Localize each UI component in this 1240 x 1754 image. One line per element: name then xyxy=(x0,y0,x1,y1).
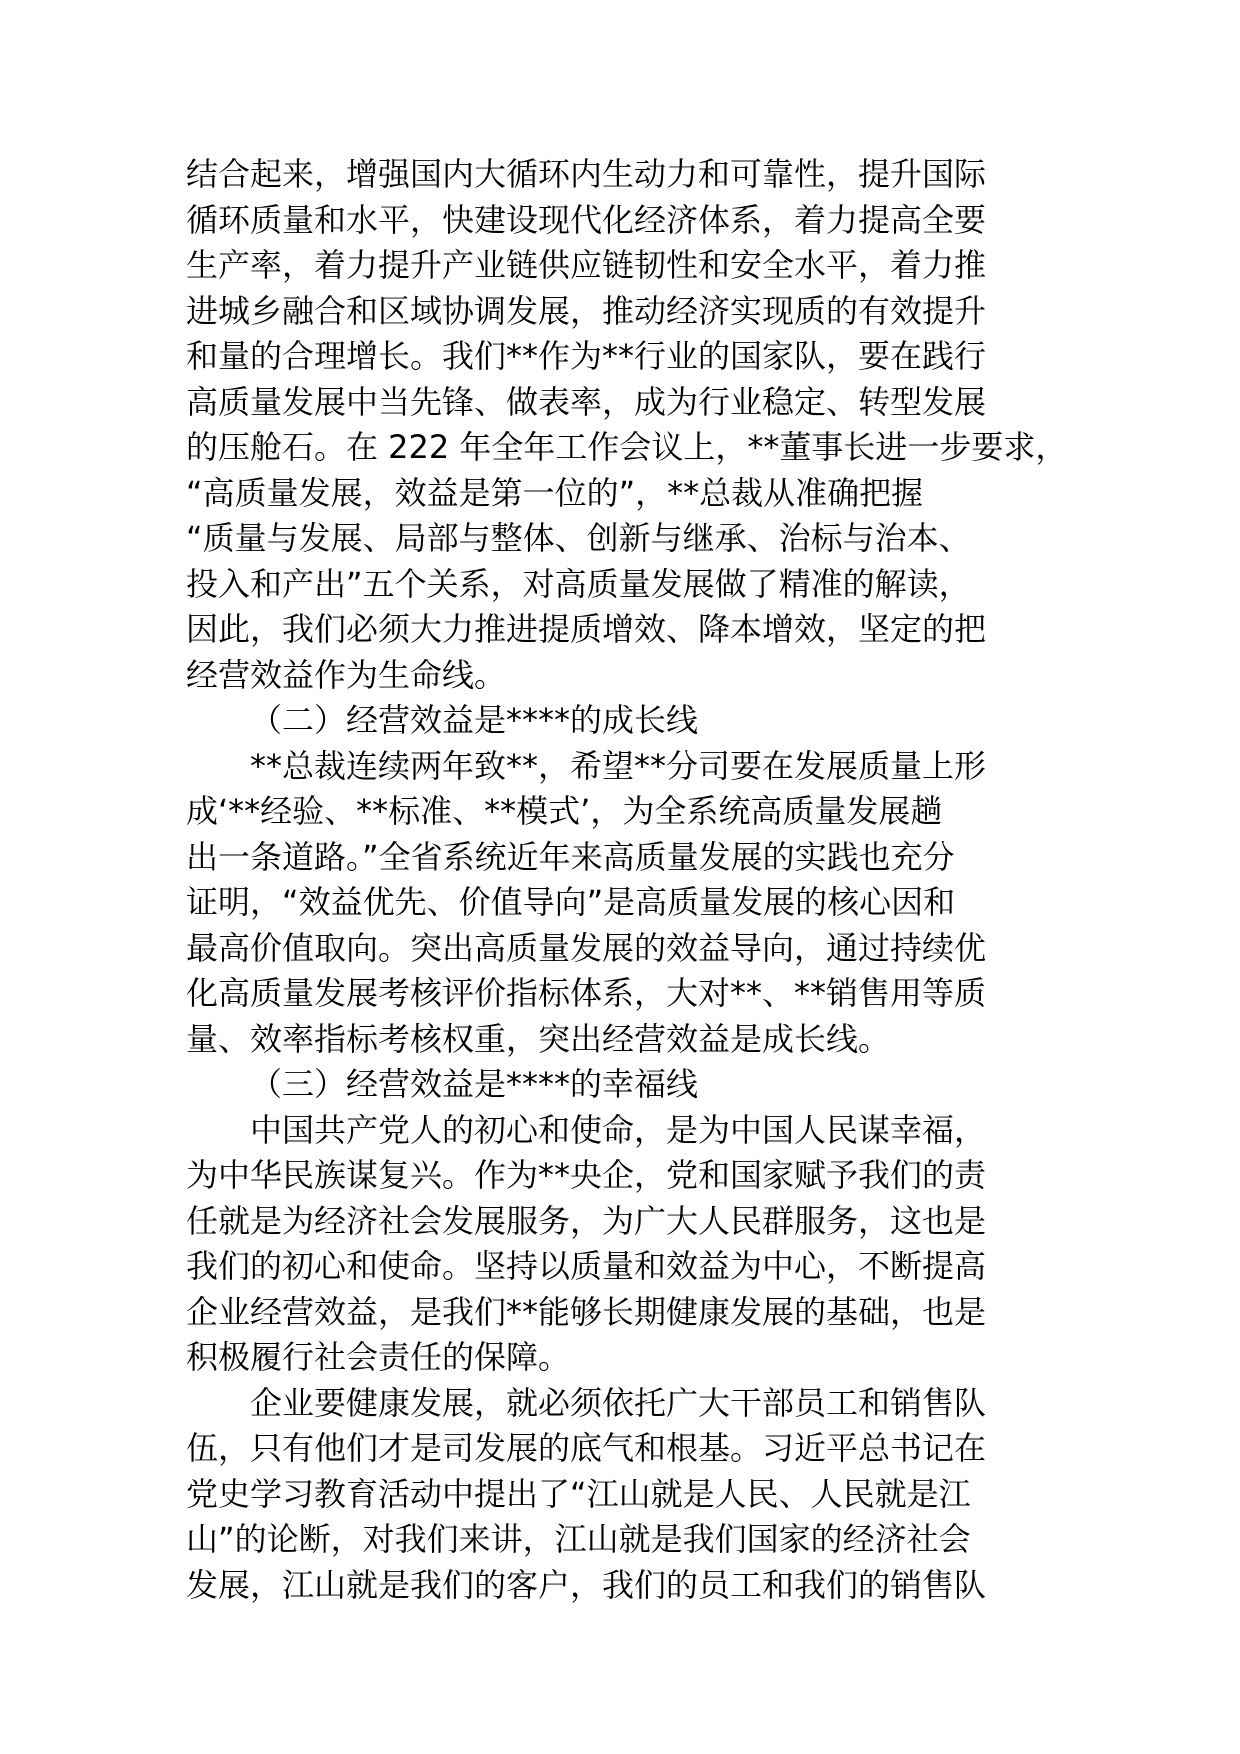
text-line: 发展，江山就是我们的客户，我们的员工和我们的销售队 xyxy=(186,1565,987,1604)
text-line: 最高价值取向。突出高质量发展的效益导向，通过持续优 xyxy=(186,928,987,967)
text-line: 山”的论断，对我们来讲，江山就是我们国家的经济社会 xyxy=(186,1520,971,1558)
text-line: 的压舱石。在 222 年全年工作会议上，**董事长进一步要求， xyxy=(186,428,1068,466)
text-line: 企业要健康发展，就必须依托广大干部员工和销售队 xyxy=(250,1383,987,1422)
text-line: 成‘**经验、**标准、**模式’，为全系统高质量发展趟 xyxy=(186,792,943,830)
text-line: “质量与发展、局部与整体、创新与继承、治标与治本、 xyxy=(186,519,971,557)
text-line: （二）经营效益是****的成长线 xyxy=(250,701,699,739)
text-line: 投入和产出”五个关系，对高质量发展做了精准的解读， xyxy=(186,564,971,603)
text-line: 量、效率指标考核权重，突出经营效益是成长线。 xyxy=(186,1019,891,1058)
text-line: 和量的合理增长。我们**作为**行业的国家队，要在践行 xyxy=(186,337,987,375)
text-line: 党史学习教育活动中提出了“江山就是人民、人民就是江 xyxy=(186,1474,971,1513)
text-line: 高质量发展中当先锋、做表率，成为行业稳定、转型发展 xyxy=(186,382,987,421)
text-line: 我们的初心和使命。坚持以质量和效益为中心，不断提高 xyxy=(186,1247,987,1285)
text-line: 企业经营效益，是我们**能够长期健康发展的基础，也是 xyxy=(186,1292,987,1331)
text-line: （三）经营效益是****的幸福线 xyxy=(250,1065,699,1103)
text-line: 证明，“效益优先、价值导向”是高质量发展的核心因和 xyxy=(186,883,956,921)
text-line: 任就是为经济社会发展服务，为广大人民群服务，这也是 xyxy=(186,1201,987,1240)
text-line: 伍，只有他们才是司发展的底气和根基。习近平总书记在 xyxy=(186,1429,987,1467)
text-line: **总裁连续两年致**，希望**分司要在发展质量上形 xyxy=(250,746,987,785)
text-line: “高质量发展，效益是第一位的”，**总裁从准确把握 xyxy=(186,473,924,512)
text-line: 生产率，着力提升产业链供应链韧性和安全水平，着力推 xyxy=(186,246,987,284)
text-line: 中国共产党人的初心和使命，是为中国人民谋幸福， xyxy=(250,1110,987,1149)
text-line: 循环质量和水平，快建设现代化经济体系，着力提高全要 xyxy=(186,200,987,239)
text-line: 进城乡融合和区域协调发展，推动经济实现质的有效提升 xyxy=(186,291,987,330)
document-body xyxy=(186,152,1066,1608)
text-line: 为中华民族谋复兴。作为**央企，党和国家赋予我们的责 xyxy=(186,1156,987,1194)
text-line: 因此，我们必须大力推进提质增效、降本增效，坚定的把 xyxy=(186,610,987,648)
text-line: 积极履行社会责任的保障。 xyxy=(186,1338,571,1376)
text-line: 结合起来，增强国内大循环内生动力和可靠性，提升国际 xyxy=(186,155,987,193)
text-line: 出一条道路。”全省系统近年来高质量发展的实践也充分 xyxy=(186,837,955,876)
text-line: 化高质量发展考核评价指标体系，大对**、**销售用等质 xyxy=(186,974,987,1012)
text-line: 经营效益作为生命线。 xyxy=(186,655,507,694)
